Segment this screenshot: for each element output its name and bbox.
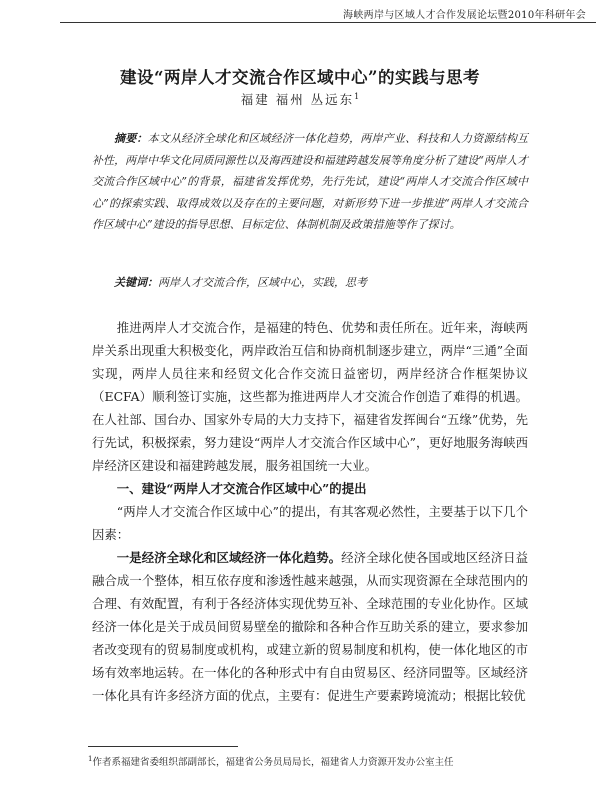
article-title: 建设“两岸人才交流合作区域中心”的实践与思考: [120, 68, 480, 87]
running-header: 海峡两岸与区域人才合作发展论坛暨2010年科研年会: [343, 10, 586, 21]
keywords-text: 两岸人才交流合作，区域中心，实践，思考: [158, 276, 367, 289]
footnote-rule: [88, 746, 238, 747]
body-text: [92, 316, 528, 707]
paragraph-globalization: [92, 546, 528, 707]
abstract: [92, 128, 528, 236]
abstract-text: 本文从经济全球化和区域经济一体化趋势，两岸产业、科技和人力资源结构互补性，两岸中华文化同质同源性以及海西建设和福建跨越发展等角度分析了建设“两岸人才交流合作区域中心”的背景，福建省发挥优势，先行先试，建设“两岸人才交流合作区域中心”的探索实践、取得成效以及存在的主要问题，对新形势下进一步推进“两岸人才交流合作区域中心”建设的指导思想、目标定位、体制机制及政策措施等作了探讨。: [92, 132, 529, 231]
keywords: [92, 272, 528, 293]
footnote: [88, 752, 548, 770]
abstract-label: 摘要：: [114, 132, 148, 145]
footnote-mark: 1: [88, 755, 93, 763]
author-footnote-mark: 1: [354, 91, 360, 101]
header-rule: [60, 22, 596, 23]
paragraph-globalization-text: 经济全球化使各国或地区经济日益融合成一个整体，相互依存度和渗透性越来越强，从而实现资源在全球范围内的合理、有效配置，有利于各经济体实现优势互补、全球范围的专业化协作。区域经济一体化是关于成员间贸易壁垒的撤除和各种合作互助关系的建立，要求参加者改变现有的贸易制度或机构，或建立新的贸易制度和机构，使一体化地区的市场有效率地运转。在一体化的各种形式中有自由贸易区、经济同盟等。区域经济一体化具有许多经济方面的优点，主要有：促进生产要素跨境流动；根据比较优: [92, 550, 529, 703]
author-line: [0, 90, 600, 108]
paragraph-factors: “两岸人才交流合作区域中心”的提出，有其客观必然性，主要基于以下几个因素：: [92, 504, 528, 542]
footnote-text: 作者系福建省委组织部副部长，福建省公务员局局长，福建省人力资源开发办公室主任: [92, 757, 454, 769]
author-text: 福建 福州 丛远东: [240, 92, 355, 107]
keywords-label: 关键词：: [114, 276, 158, 289]
paragraph-intro: 推进两岸人才交流合作，是福建的特色、优势和责任所在。近年来，海峡两岸关系出现重大积极变化，两岸政治互信和协商机制逐步建立，两岸“三通”全面实现，两岸人员往来和经贸文化合作交流日益密切，两岸经济合作框架协议（ECFA）顺利签订实施，这些都为推进两岸人才交流合作创造了难得的机遇。在人社部、国台办、国家外专局的大力支持下，福建省发挥闽台“五缘”优势，先行先试，积极探索，努力建设“两岸人才交流合作区域中心”，更好地服务海峡西岸经济区建设和福建跨越发展，服务祖国统一大业。: [92, 320, 528, 473]
section-heading-1: 一、建设“两岸人才交流合作区域中心”的提出: [116, 481, 367, 496]
paragraph-lead: 一是经济全球化和区域经济一体化趋势。: [116, 550, 342, 565]
